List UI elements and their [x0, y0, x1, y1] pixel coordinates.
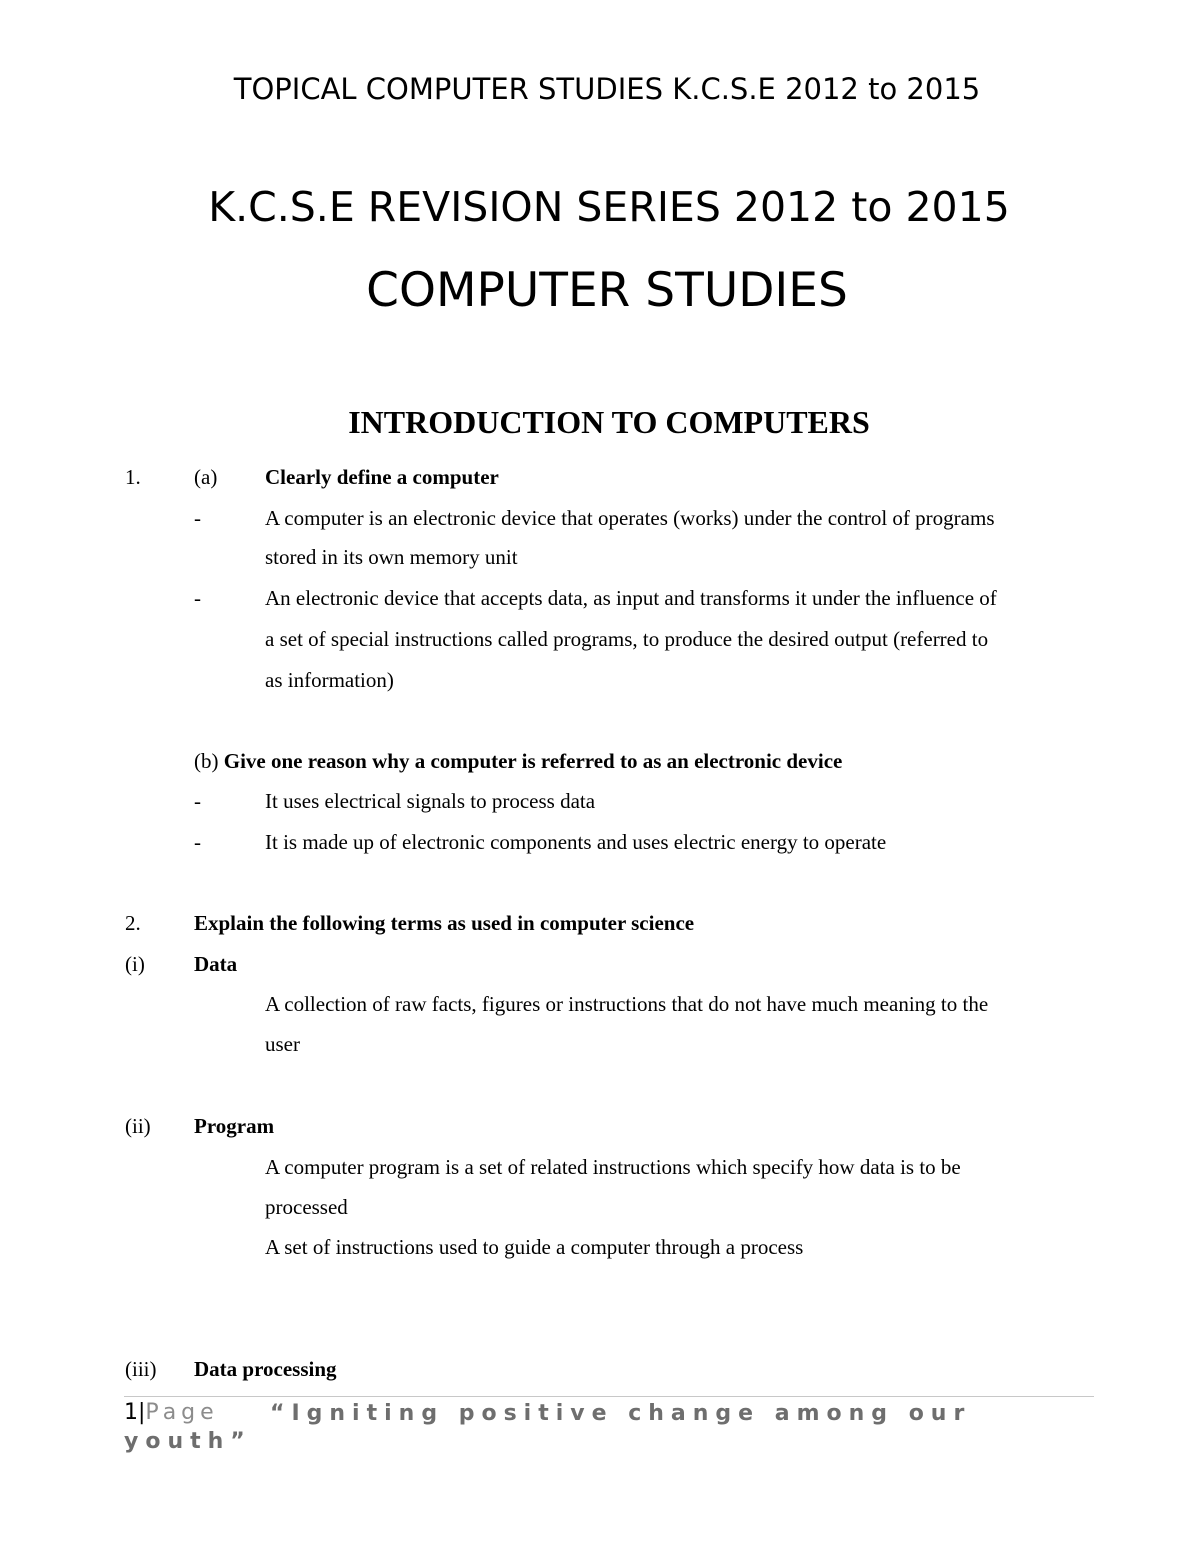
series-title: K.C.S.E REVISION SERIES 2012 to 2015 [208, 183, 1010, 231]
term-label: (i) [125, 952, 145, 976]
term-label: (iii) [125, 1357, 157, 1381]
bullet-dash: - [194, 586, 201, 610]
answer-line: processed [265, 1195, 348, 1219]
bullet-dash: - [194, 830, 201, 854]
running-header: TOPICAL COMPUTER STUDIES K.C.S.E 2012 to 2015 [233, 72, 981, 106]
question-text: Clearly define a computer [265, 465, 499, 489]
footer-divider [124, 1396, 1094, 1397]
question-number: 1. [125, 465, 141, 489]
question-text: Explain the following terms as used in computer science [194, 911, 695, 935]
term-name: Program [194, 1114, 275, 1138]
answer-line: A computer program is a set of related instructions which specify how data is to be [265, 1155, 961, 1179]
footer-motto: “Igniting positive change among our youth” [124, 1401, 972, 1454]
bullet-dash: - [194, 506, 201, 530]
answer-line: A collection of raw facts, figures or instructions that do not have much meaning to the [265, 992, 989, 1016]
term-label: (ii) [125, 1114, 151, 1138]
term-name: Data processing [194, 1357, 337, 1381]
part-label: (b) [194, 749, 219, 773]
answer-line: as information) [265, 668, 394, 692]
part-label: (a) [194, 465, 218, 489]
part-b-line [194, 749, 842, 774]
term-name: Data [194, 952, 238, 976]
page-word: Page [145, 1400, 219, 1425]
answer-line: It is made up of electronic components and uses electric energy to operate [265, 830, 887, 854]
answer-line: It uses electrical signals to process data [265, 789, 596, 813]
bullet-dash: - [194, 789, 201, 813]
section-title: INTRODUCTION TO COMPUTERS [348, 404, 870, 440]
answer-line: A computer is an electronic device that operates (works) under the control of programs [265, 506, 995, 530]
subject-title: COMPUTER STUDIES [366, 263, 848, 318]
page-number: 1 [124, 1400, 138, 1425]
answer-line: a set of special instructions called programs, to produce the desired output (referred to [265, 627, 989, 651]
answer-line: An electronic device that accepts data, as input and transforms it under the influence of [265, 586, 997, 610]
question-text: Give one reason why a computer is referred to as an electronic device [223, 749, 843, 773]
page-separator: | [138, 1400, 146, 1425]
answer-line: stored in its own memory unit [265, 545, 518, 569]
question-number: 2. [125, 911, 141, 935]
answer-line: A set of instructions used to guide a computer through a process [265, 1235, 804, 1259]
answer-line: user [265, 1032, 300, 1056]
